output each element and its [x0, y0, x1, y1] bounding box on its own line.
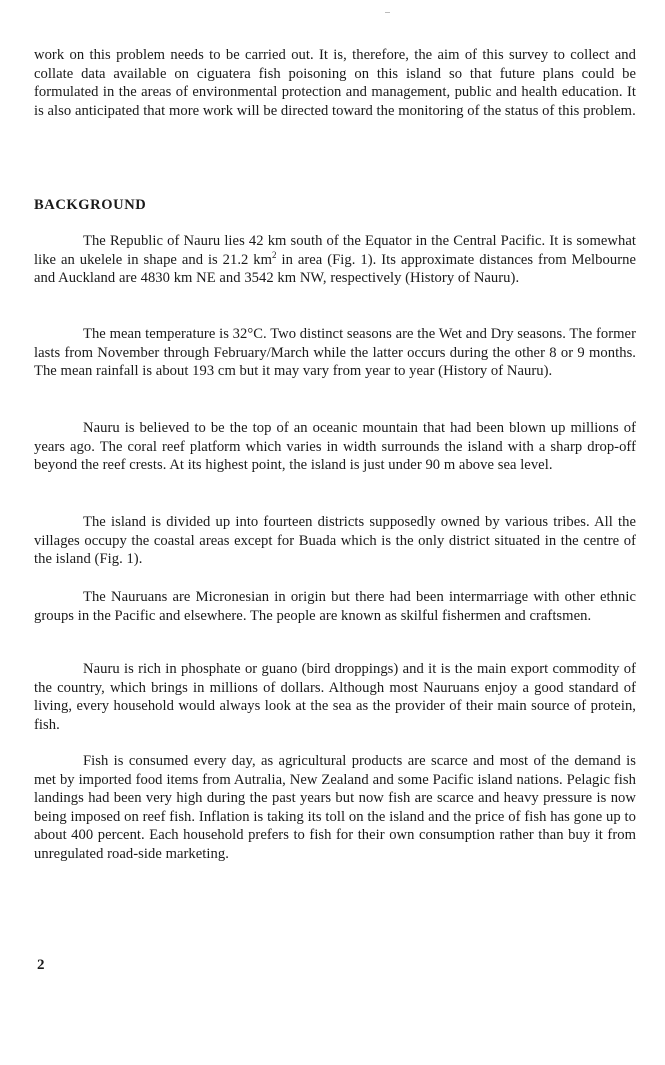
- paragraph-fish: Fish is consumed every day, as agricultural products are scarce and most of the demand is met by imported food items from Autralia, New Zealand and some Pacific island nations. Pelagic fish landings had been very high during the past years but now fish are scarce and heavy pressure is now being imposed on reef fish. Inflation is taking its toll on the island and the price of fish has gone up to about 400 percent. Each household prefers to fish for their own consumption rather than buy it from unregulated road-side marketing.: [34, 753, 636, 862]
- paragraph-people: The Nauruans are Micronesian in origin but there had been intermarriage with other ethnic groups in the Pacific and elsewhere. The people are known as skilful fishermen and craftsmen.: [34, 589, 636, 624]
- paragraph-districts: The island is divided up into fourteen districts supposedly owned by various tribes. All the villages occupy the coastal areas except for Buada which is the only district situated in the centre of the island (Fig. 1).: [34, 514, 636, 568]
- page-number: 2: [37, 957, 45, 973]
- paragraph-climate: The mean temperature is 32°C. Two distinct seasons are the Wet and Dry seasons. The former lasts from November through February/March while the latter occurs during the other 8 or 9 months. The mean rainfall is about 193 cm but it may vary from year to year (History of Nauru).: [34, 326, 636, 380]
- paragraph-location-text-2: in area (Fig. 1). Its approximate distances from Melbourne and Auckland are 4830 km NE and 3542 km NW, respectively (History of Nauru).: [34, 251, 636, 287]
- paragraph-phosphate: Nauru is rich in phosphate or guano (bird droppings) and it is the main export commodity of the country, which brings in millions of dollars. Although most Nauruans enjoy a good standard of living, every household would always look at the sea as the provider of their main source of protein, fish.: [34, 661, 636, 733]
- paragraph-geology: Nauru is believed to be the top of an oceanic mountain that had been blown up millions of years ago. The coral reef platform which varies in width surrounds the island with a sharp drop-off beyond the reef crests. At its highest point, the island is just under 90 m above sea level.: [34, 420, 636, 474]
- superscript-2: 2: [272, 249, 277, 260]
- scan-speck: [385, 12, 390, 13]
- paragraph-location-text-1: The Republic of Nauru lies 42 km south of the Equator in the Central Pacific. It is somewhat like an ukelele in shape and is 21.2 km: [34, 233, 636, 268]
- intro-paragraph: work on this problem needs to be carried out. It is, therefore, the aim of this survey to collect and collate data available on ciguatera fish poisoning on this island so that future plans could be formulated in the areas of environmental protection and management, public and health education. It is also anticipated that more work will be directed toward the monitoring of the status of this problem.: [34, 47, 636, 119]
- paragraph-location: [34, 232, 636, 288]
- section-heading-background: BACKGROUND: [34, 197, 147, 213]
